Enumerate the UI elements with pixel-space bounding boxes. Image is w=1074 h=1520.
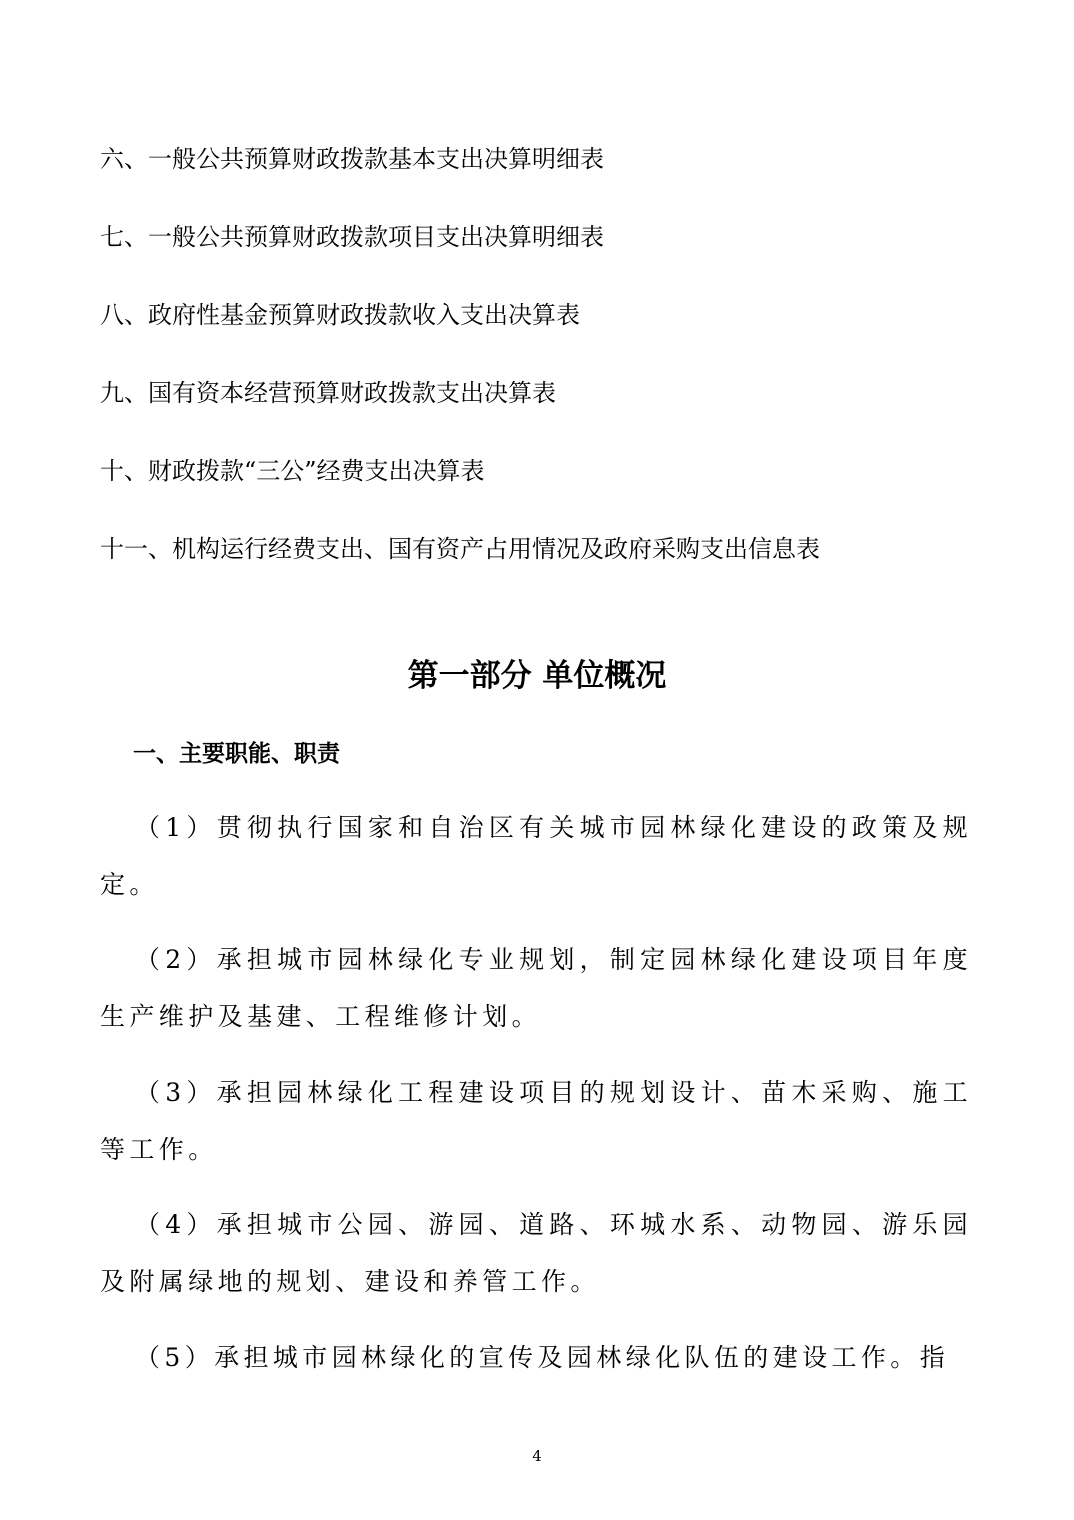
duty-paragraph-5: （5）承担城市园林绿化的宣传及园林绿化队伍的建设工作。指 (135, 1343, 950, 1372)
page-number: 4 (532, 1447, 542, 1465)
toc-item-7: 七、一般公共预算财政拨款项目支出决算明细表 (100, 223, 604, 251)
duty-paragraph-3: （3）承担园林绿化工程建设项目的规划设计、苗木采购、施工等工作。 (100, 1078, 972, 1164)
toc-item-11: 十一、机构运行经费支出、国有资产占用情况及政府采购支出信息表 (100, 535, 820, 563)
toc-item-10: 十、财政拨款“三公”经费支出决算表 (100, 457, 485, 485)
duty-paragraph-1: （1）贯彻执行国家和自治区有关城市园林绿化建设的政策及规定。 (100, 813, 972, 899)
toc-item-9: 九、国有资本经营预算财政拨款支出决算表 (100, 379, 556, 407)
toc-item-8: 八、政府性基金预算财政拨款收入支出决算表 (100, 301, 580, 329)
toc-item-6: 六、一般公共预算财政拨款基本支出决算明细表 (100, 145, 604, 173)
duty-paragraph-2: （2）承担城市园林绿化专业规划，制定园林绿化建设项目年度生产维护及基建、工程维修计划。 (100, 945, 972, 1031)
section-title: 第一部分 单位概况 (407, 658, 667, 694)
section-subheading: 一、主要职能、职责 (133, 741, 340, 767)
duty-paragraph-4: （4）承担城市公园、游园、道路、环城水系、动物园、游乐园及附属绿地的规划、建设和养管工作。 (100, 1210, 972, 1296)
